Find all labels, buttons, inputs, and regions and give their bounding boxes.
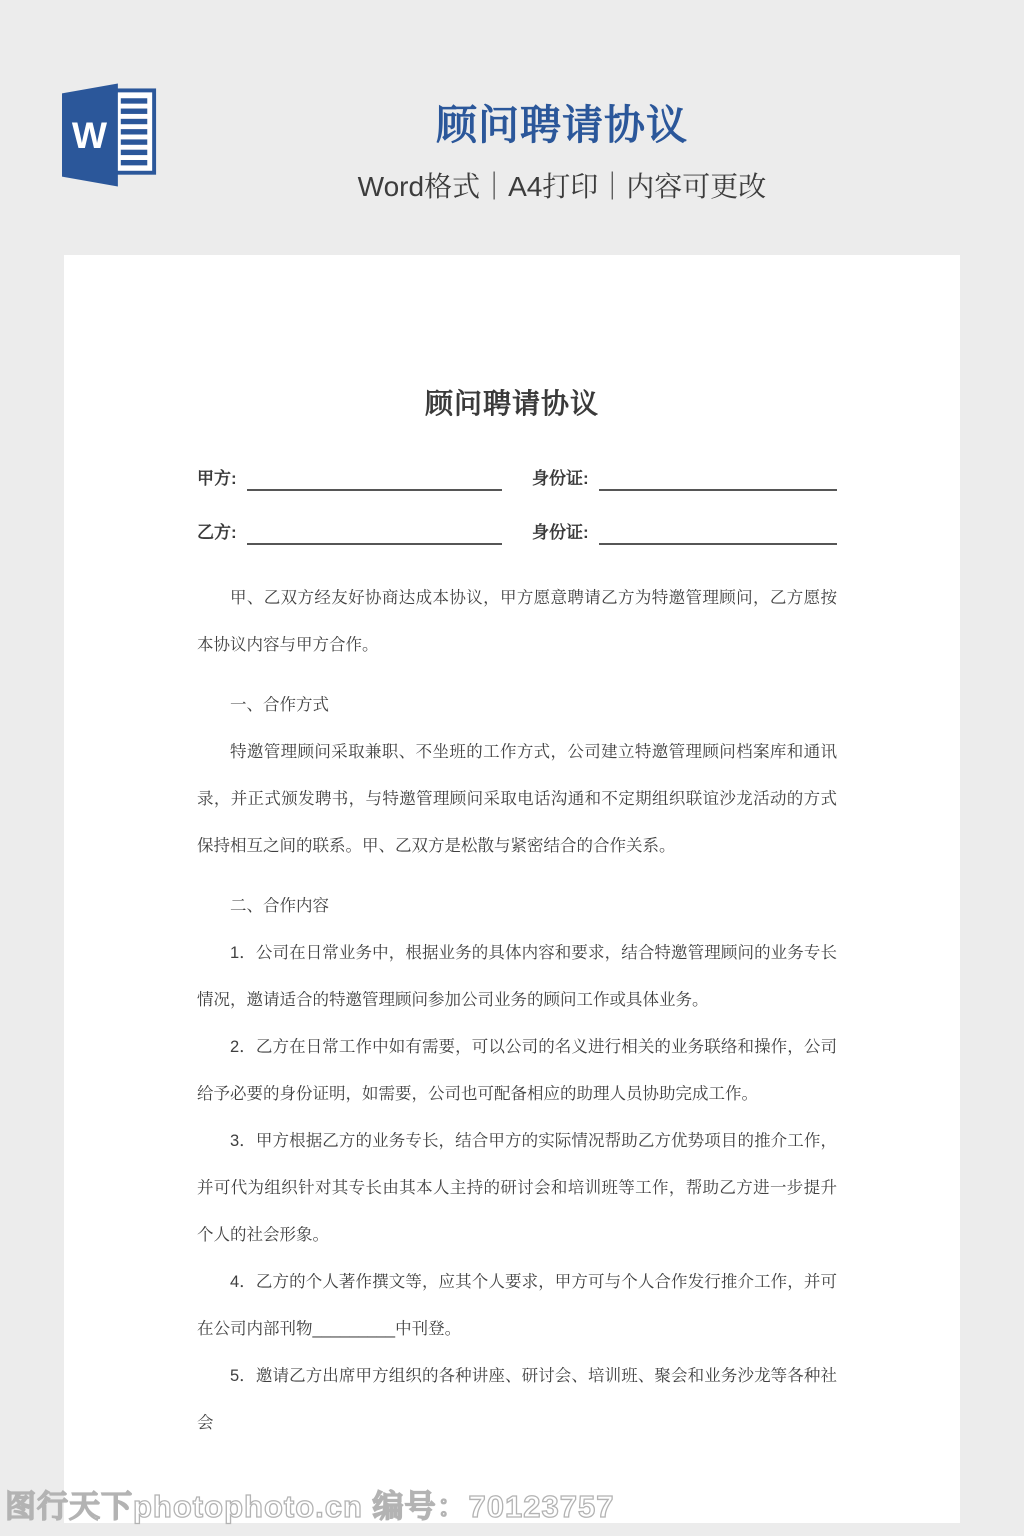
word-icon-letter: W	[71, 114, 108, 157]
field-label-id-a: 身份证:	[532, 469, 589, 488]
paragraph-item-5: 5．邀请乙方出席甲方组织的各种讲座、研讨会、培训班、聚会和业务沙龙等各种社会	[197, 1367, 837, 1432]
document-body	[197, 575, 837, 1447]
paragraph-intro: 甲、乙双方经友好协商达成本协议，甲方愿意聘请乙方为特邀管理顾问，乙方愿按本协议内容与甲方合作。	[197, 589, 837, 654]
blank-line-id-b	[599, 521, 837, 545]
field-party-b	[197, 518, 502, 545]
section-heading-2: 二、合作内容	[230, 897, 329, 915]
header-title: 顾问聘请协议	[436, 102, 688, 148]
header-banner	[0, 0, 1024, 255]
header-subtitle: Word格式｜A4打印｜内容可更改	[357, 171, 767, 202]
paragraph-item-1: 1．公司在日常业务中，根据业务的具体内容和要求，结合特邀管理顾问的业务专长情况，邀请适合的特邀管理顾问参加公司业务的顾问工作或具体业务。	[197, 944, 837, 1009]
field-row-party-b	[197, 518, 837, 545]
section-heading-1: 一、合作方式	[230, 696, 329, 714]
document-page	[64, 255, 960, 1523]
blank-line-party-b	[247, 521, 502, 545]
paragraph-item-4: 4．乙方的个人著作撰文等，应其个人要求，甲方可与个人合作发行推介工作，并可在公司内部刊物_________中刊登。	[197, 1273, 837, 1338]
watermark-text: 图行天下photophoto.cn 编号：70123757	[5, 1489, 615, 1524]
field-party-a	[197, 464, 502, 491]
blank-line-id-a	[599, 467, 837, 491]
paragraph-section1: 特邀管理顾问采取兼职、不坐班的工作方式，公司建立特邀管理顾问档案库和通讯录，并正式颁发聘书，与特邀管理顾问采取电话沟通和不定期组织联谊沙龙活动的方式保持相互之间的联系。甲、乙双方是松散与紧密结合的合作关系。	[197, 743, 837, 855]
field-label-party-b: 乙方:	[197, 523, 237, 542]
field-label-party-a: 甲方:	[197, 469, 237, 488]
document-title: 顾问聘请协议	[424, 388, 599, 419]
blank-line-party-a	[247, 467, 502, 491]
field-id-a	[532, 464, 837, 491]
field-row-party-a	[197, 464, 837, 491]
field-id-b	[532, 518, 837, 545]
paragraph-item-2: 2．乙方在日常工作中如有需要，可以公司的名义进行相关的业务联络和操作，公司给予必要的身份证明，如需要，公司也可配备相应的助理人员协助完成工作。	[197, 1038, 837, 1103]
field-label-id-b: 身份证:	[532, 523, 589, 542]
header-text	[100, 0, 1024, 205]
paragraph-item-3: 3．甲方根据乙方的业务专长，结合甲方的实际情况帮助乙方优势项目的推介工作，并可代为组织针对其专长由其本人主持的研讨会和培训班等工作，帮助乙方进一步提升个人的社会形象。	[197, 1132, 837, 1244]
party-fields	[197, 464, 837, 545]
